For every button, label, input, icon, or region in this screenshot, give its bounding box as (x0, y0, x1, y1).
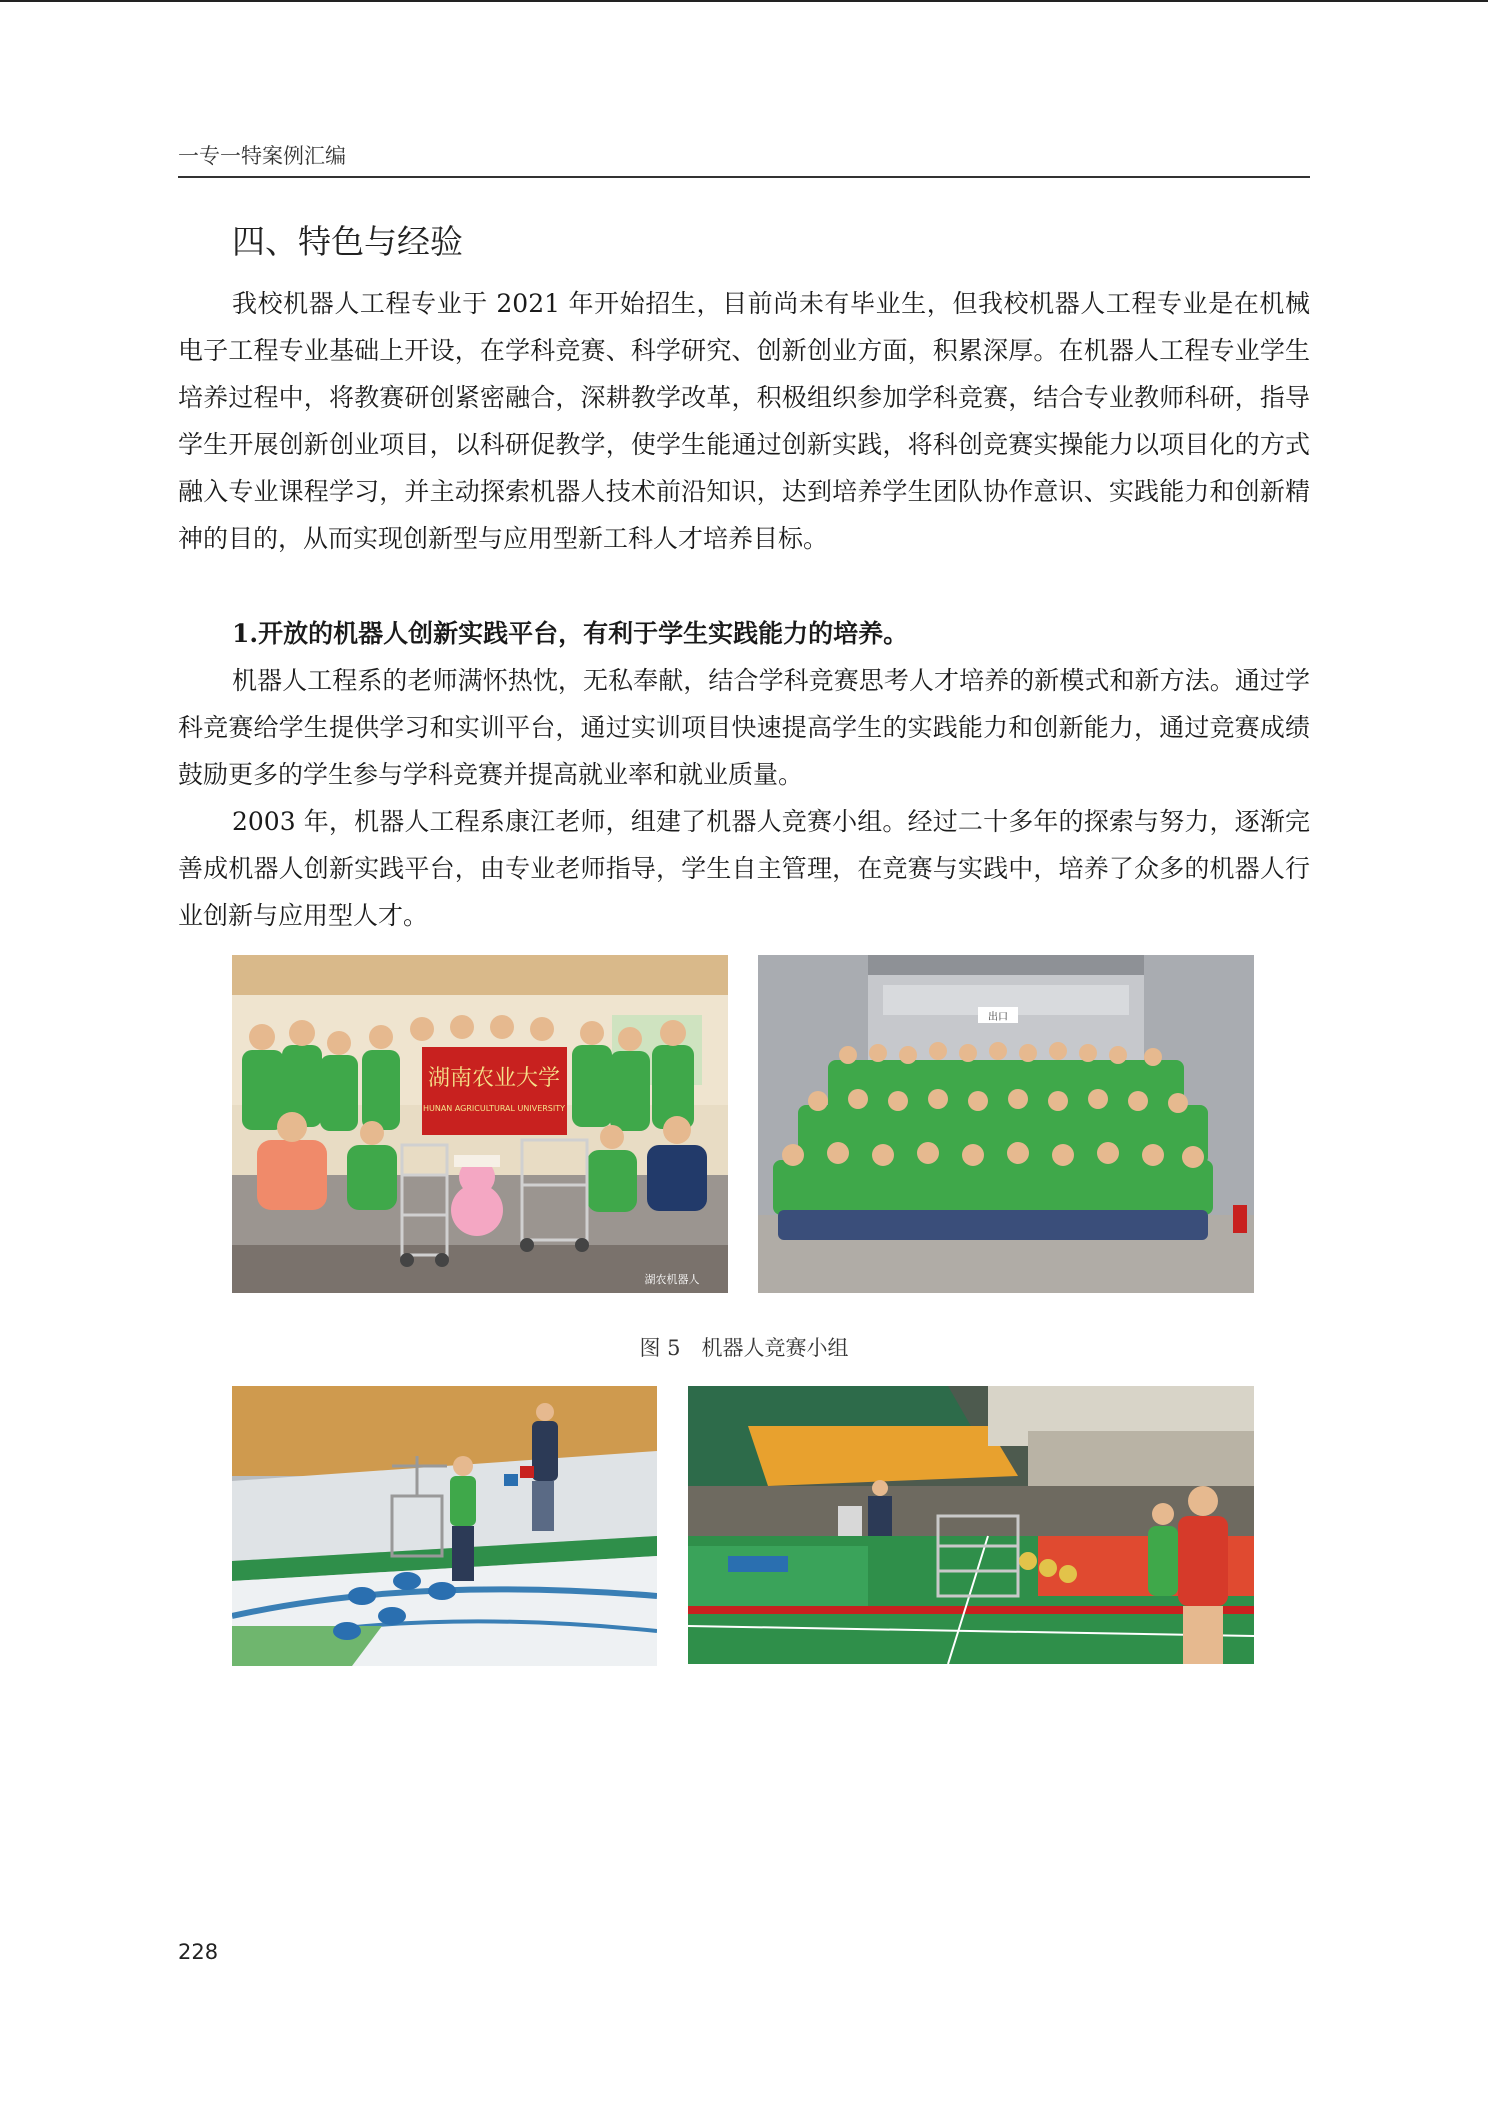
paragraph-3: 2003 年，机器人工程系康江老师，组建了机器人竞赛小组。经过二十多年的探索与努力，逐渐完善成机器人创新实践平台，由专业老师指导，学生自主管理，在竞赛与实践中，培养了众多的机器人行业创新与应用型人才。 (178, 807, 1310, 930)
team-banner-photo (232, 955, 728, 1293)
figure-caption: 图 5 机器人竞赛小组 (639, 1336, 849, 1360)
large-group-photo (758, 955, 1254, 1293)
subheading-1: 1.开放的机器人创新实践平台，有利于学生实践能力的培养。 (232, 619, 909, 648)
photo-watermark: 湖农机器人 (644, 1273, 700, 1286)
robot-field-photo (232, 1386, 657, 1666)
paragraph-2: 机器人工程系的老师满怀热忱，无私奉献，结合学科竞赛思考人才培养的新模式和新方法。通过学科竞赛给学生提供学习和实训平台，通过实训项目快速提高学生的实践能力和创新能力，通过竞赛成绩鼓励更多的学生参与学科竞赛并提高就业率和就业质量。 (178, 666, 1310, 789)
intro-text-block (178, 280, 1310, 562)
stadium-robot-photo (688, 1386, 1254, 1664)
page-number: 228 (178, 1940, 219, 1964)
door-sign: 出口 (988, 1012, 1008, 1023)
page-top-border (0, 0, 1488, 2)
running-header: 一专一特案例汇编 (178, 140, 1310, 178)
section-title: 四、特色与经验 (232, 222, 463, 261)
banner-text: 湖南农业大学 (427, 1066, 561, 1091)
intro-paragraph: 我校机器人工程专业于 2021 年开始招生，目前尚未有毕业生，但我校机器人工程专业是在机械电子工程专业基础上开设，在学科竞赛、科学研究、创新创业方面，积累深厚。在机器人工程专业学生培养过程中，将教赛研创紧密融合，深耕教学改革，积极组织参加学科竞赛，结合专业教师科研，指导学生开展创新创业项目，以科研促教学，使学生能通过创新实践，将科创竞赛实操能力以项目化的方式融入专业课程学习，并主动探索机器人技术前沿知识，达到培养学生团队协作意识、实践能力和创新精神的目的，从而实现创新型与应用型新工科人才培养目标。 (178, 289, 1310, 553)
subsection-text-block (178, 610, 1310, 939)
banner-subtext: HUNAN AGRICULTURAL UNIVERSITY (422, 1104, 566, 1113)
